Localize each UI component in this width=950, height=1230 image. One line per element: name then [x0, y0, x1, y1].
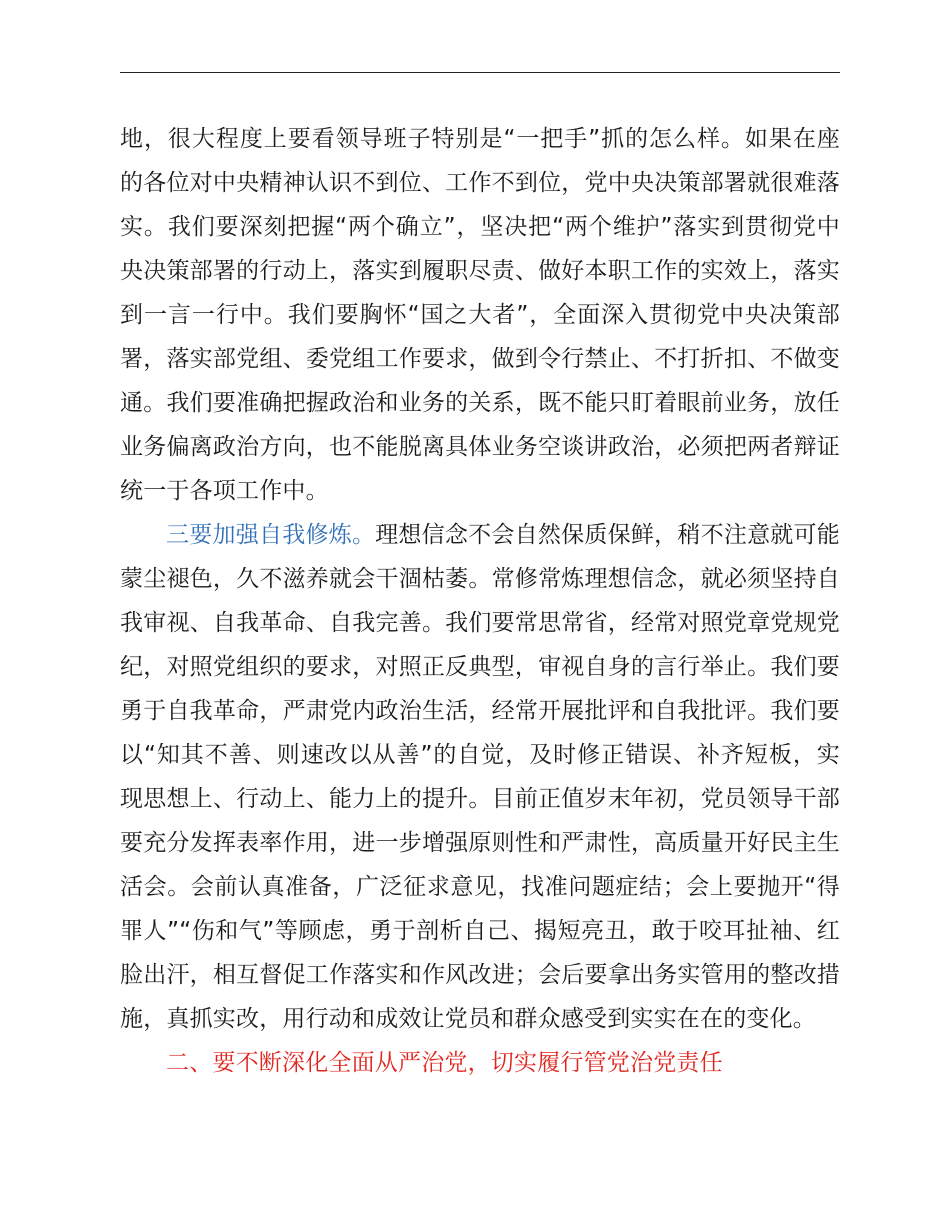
section-heading: 二、要不断深化全面从严治党，切实履行管党治党责任: [166, 1050, 723, 1076]
document-page: [120, 117, 840, 1085]
body-paragraph-1: 地，很大程度上要看领导班子特别是“一把手”抓的怎么样。如果在座的各位对中央精神认识不到位、工作不到位，党中央决策部署就很难落实。我们要深刻把握“两个确立”，坚决把“两个维护”落实到贯彻党中央决策部署的行动上，落实到履职尽责、做好本职工作的实效上，落实到一言一行中。我们要胸怀“国之大者”，全面深入贯彻党中央决策部署，落实部党组、委党组工作要求，做到令行禁止、不打折扣、不做变通。我们要准确把握政治和业务的关系，既不能只盯着眼前业务，放任业务偏离政治方向，也不能脱离具体业务空谈讲政治，必须把两者辩证统一于各项工作中。: [120, 126, 840, 504]
body-paragraph-2: [120, 513, 840, 1041]
paragraph-2-text: 理想信念不会自然保质保鲜，稍不注意就可能蒙尘褪色，久不滋养就会干涸枯萎。常修常炼理想信念，就必须坚持自我审视、自我革命、自我完善。我们要常思常省，经常对照党章党规党纪，对照党组织的要求，对照正反典型，审视自身的言行举止。我们要勇于自我革命，严肃党内政治生活，经常开展批评和自我批评。我们要以“知其不善、则速改以从善”的自觉，及时修正错误、补齐短板，实现思想上、行动上、能力上的提升。目前正值岁末年初，党员领导干部要充分发挥表率作用，进一步增强原则性和严肃性，高质量开好民主生活会。会前认真准备，广泛征求意见，找准问题症结；会上要抛开“得罪人”“伤和气”等顾虑，勇于剖析自己、揭短亮丑，敢于咬耳扯袖、红脸出汗，相互督促工作落实和作风改进；会后要拿出务实管用的整改措施，真抓实改，用行动和成效让党员和群众感受到实实在在的变化。: [120, 522, 840, 1032]
paragraph-lead-phrase: 三要加强自我修炼。: [166, 522, 376, 548]
header-divider-line: [120, 72, 840, 73]
